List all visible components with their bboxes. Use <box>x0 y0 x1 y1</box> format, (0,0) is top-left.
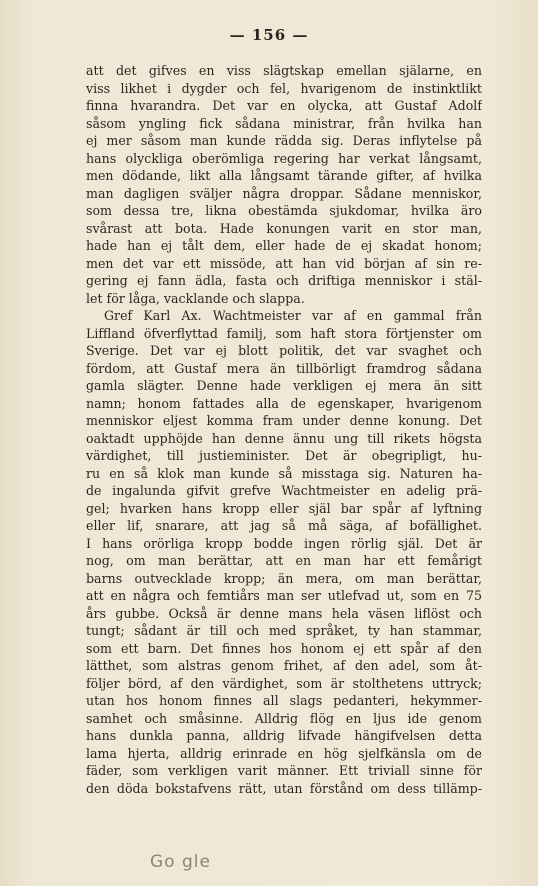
text-line: hade han ej tålt dem, eller hade de ej skadat honom; <box>86 238 482 253</box>
text-line: man dagligen sväljer några droppar. Sådane menniskor, <box>86 185 482 201</box>
text-line: oaktadt upphöjde han denne ännu ung till rikets högsta <box>86 430 482 446</box>
text-line: följer börd, af den värdighet, som är stolthetens uttryck; <box>86 675 482 691</box>
text-line: gering ej fann ädla, fasta och driftiga menniskor i stäl- <box>86 273 482 288</box>
text-line: att det gifves en viss slägtskap emellan själarne, en <box>86 63 482 78</box>
text-line: ej mer såsom man kunde rädda sig. Deras inflytelse på <box>86 133 482 148</box>
text-line: lätthet, som alstras genom frihet, af den adel, som åt- <box>86 658 482 673</box>
text-line: års gubbe. Också är denne mans hela väsen liflöst och <box>86 605 482 621</box>
text-line: fäder, som verkligen varit männer. Ett triviall sinne för <box>86 763 482 778</box>
text-line: finna hvarandra. Det var en olycka, att Gustaf Adolf <box>86 98 482 113</box>
text-line: Sverige. Det var ej blott politik, det var svaghet och <box>86 343 482 358</box>
text-line: nog, om man berättar, att en man har ett femårigt <box>86 553 482 568</box>
text-line: let för låga, vacklande och slappa. <box>86 290 305 306</box>
text-line: den döda bokstafvens rätt, utan förstånd om dess tillämp- <box>86 780 482 796</box>
text-line: såsom yngling fick sådana ministrar, från hvilka han <box>86 115 482 131</box>
text-line: Gref Karl Ax. Wachtmeister var af en gammal från <box>104 308 482 323</box>
text-line: lama hjerta, alldrig erinrade en hög sjelfkänsla om de <box>86 745 482 761</box>
text-line: namn; honom fattades alla de egenskaper, hvarigenom <box>86 395 482 411</box>
body-text <box>86 62 482 797</box>
text-line: svårast att bota. Hade konungen varit en stor man, <box>86 220 482 236</box>
text-line: tungt; sådant är till och med språket, ty han stammar, <box>86 623 482 638</box>
text-line: menniskor eljest komma fram under denne konung. Det <box>86 413 482 428</box>
text-line: Liffland öfverflyttad familj, som haft stora förtjenster om <box>86 325 482 341</box>
text-line: eller lif, snarare, att jag så må säga, af bofällighet. <box>86 518 482 533</box>
text-line: men det var ett missöde, att han vid början af sin re- <box>86 255 482 271</box>
text-line: men dödande, likt alla långsamt tärande gifter, af hvilka <box>86 168 482 183</box>
text-line: samhet och småsinne. Alldrig flög en ljus ide genom <box>86 710 482 726</box>
page-number: — 156 — <box>229 26 309 44</box>
text-line: gel; hvarken hans kropp eller själ bar spår af lyftning <box>86 500 482 516</box>
text-line: hans olyckliga oberömliga regering har verkat långsamt, <box>86 150 482 166</box>
text-line: utan hos honom finnes all slags pedanteri, hekymmer- <box>86 693 482 708</box>
text-line: hans dunkla panna, alldrig lifvade hängifvelsen detta <box>86 728 482 743</box>
text-line: värdighet, till justieminister. Det är obegripligt, hu- <box>86 448 482 463</box>
text-line: gamla slägter. Denne hade verkligen ej mera än sitt <box>86 378 482 393</box>
text-line: som ett barn. Det finnes hos honom ej ett spår af den <box>86 640 482 656</box>
text-line: fördom, att Gustaf mera än tillbörligt framdrog sådana <box>86 360 482 376</box>
text-line: de ingalunda gifvit grefve Wachtmeister en adelig prä- <box>86 483 482 498</box>
text-line: barns outvecklade kropp; än mera, om man berättar, <box>86 570 482 586</box>
text-line: att en några och femtiårs man ser utlefvad ut, som en 75 <box>86 588 482 603</box>
text-line: ru en så klok man kunde så misstaga sig. Naturen ha- <box>86 465 482 481</box>
text-line: viss likhet i dygder och fel, hvarigenom de instinktlikt <box>86 80 482 96</box>
text-line: I hans orörliga kropp bodde ingen rörlig själ. Det är <box>86 535 482 551</box>
google-watermark: Go gle <box>150 852 211 872</box>
text-line: som dessa tre, likna obestämda sjukdomar, hvilka äro <box>86 203 482 218</box>
